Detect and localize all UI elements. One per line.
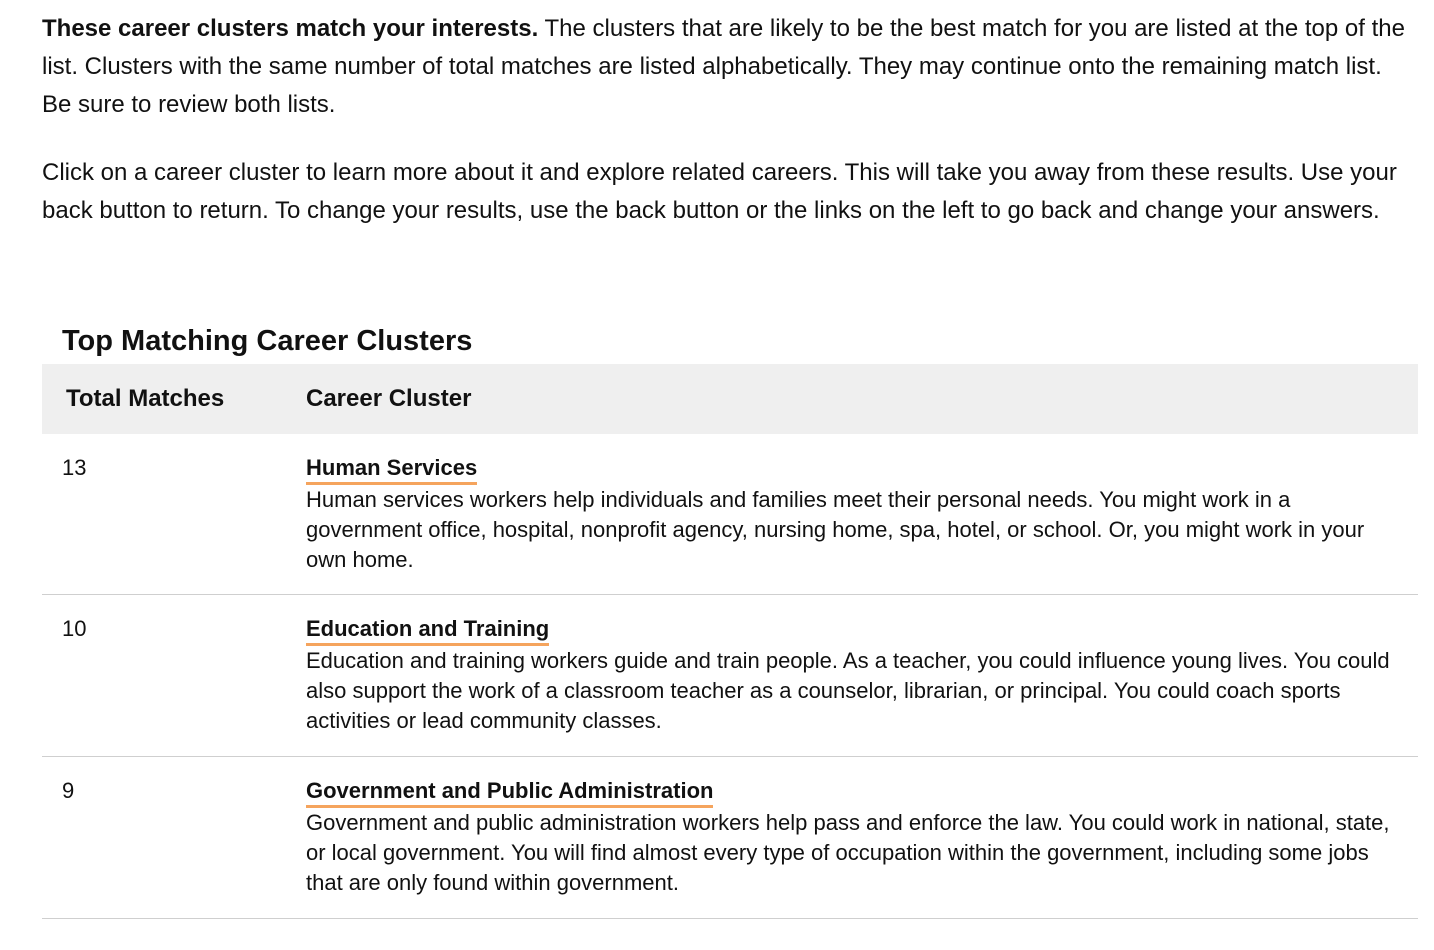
total-matches-value: 13 — [62, 455, 87, 480]
intro-lead-rest: The clusters that are likely to be the best match for you are listed at the top of the list. Clusters with the same number of total matches are listed alphabetically. They may continue onto the remaining match list. Be sure to review both lists. — [42, 15, 1405, 118]
cluster-link-education-and-training[interactable]: Education and Training — [306, 615, 549, 646]
cluster-link-human-services[interactable]: Human Services — [306, 454, 477, 485]
table-row — [42, 757, 1418, 919]
intro-paragraph-1 — [42, 10, 1417, 124]
header-career-cluster: Career Cluster — [306, 385, 472, 412]
cluster-description: Government and public administration workers help pass and enforce the law. You could work in national, state, or local government. You will find almost every type of occupation within the government, including some jobs that are only found within government. — [306, 810, 1390, 895]
total-matches-value: 9 — [62, 778, 75, 803]
table-row — [42, 595, 1418, 757]
table-row — [42, 434, 1418, 595]
intro-paragraph-2: Click on a career cluster to learn more about it and explore related careers. This will take you away from these results. Use your back button to return. To change your results, use the back button or the links on the left to go back and change your answers. — [42, 159, 1397, 224]
career-cluster-cell — [306, 757, 1396, 918]
total-matches-value: 10 — [62, 616, 87, 641]
table-header — [42, 364, 1418, 434]
career-cluster-table — [42, 364, 1418, 919]
intro-lead-bold: These career clusters match your interests. — [42, 15, 539, 42]
intro-text — [42, 10, 1417, 230]
cluster-link-government-and-public-administration[interactable]: Government and Public Administration — [306, 777, 713, 808]
career-cluster-cell — [306, 595, 1396, 756]
header-total-matches: Total Matches — [66, 385, 225, 412]
cluster-description: Education and training workers guide and train people. As a teacher, you could influence young lives. You could also support the work of a classroom teacher as a counselor, librarian, or principal. You could coach sports activities or lead community classes. — [306, 648, 1390, 733]
career-cluster-cell — [306, 434, 1396, 594]
section-title: Top Matching Career Clusters — [62, 325, 473, 357]
cluster-description: Human services workers help individuals and families meet their personal needs. You might work in a government office, hospital, nonprofit agency, nursing home, spa, hotel, or school. Or, you might work in your own home. — [306, 487, 1365, 572]
